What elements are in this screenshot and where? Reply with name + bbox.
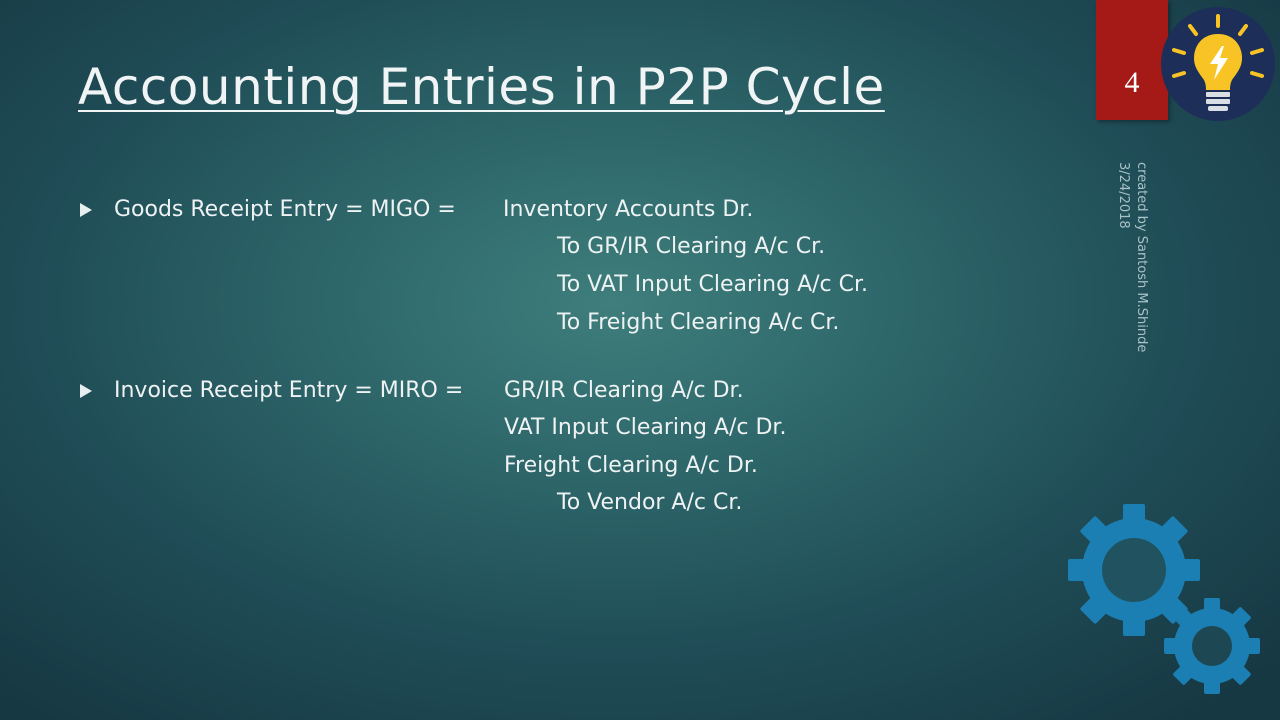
- entry-line: To GR/IR Clearing A/c Cr.: [557, 234, 826, 259]
- entry-line: GR/IR Clearing A/c Dr.: [504, 378, 744, 403]
- triangle-bullet-icon: [80, 384, 92, 398]
- slide-number: 4: [1124, 66, 1140, 99]
- slide-number-badge: [1096, 0, 1168, 120]
- slide-title: Accounting Entries in P2P Cycle: [78, 58, 885, 116]
- gears-icon: [1068, 498, 1268, 708]
- triangle-bullet-icon: [80, 203, 92, 217]
- footer-author: created by Santosh M.Shinde: [1134, 162, 1149, 353]
- entry-lead: Goods Receipt Entry = MIGO =: [114, 197, 456, 222]
- entry-line: Inventory Accounts Dr.: [503, 197, 754, 222]
- entry-line: To Freight Clearing A/c Cr.: [557, 310, 840, 335]
- footer-vertical: [1114, 162, 1150, 352]
- lightbulb-icon: [1160, 6, 1276, 122]
- entry-line: To Vendor A/c Cr.: [557, 490, 743, 515]
- entry-line: To VAT Input Clearing A/c Cr.: [557, 272, 869, 297]
- entry-line: VAT Input Clearing A/c Dr.: [504, 415, 787, 440]
- footer-date: 3/24/2018: [1116, 162, 1131, 229]
- entry-lead: Invoice Receipt Entry = MIRO =: [114, 378, 464, 403]
- entry-line: Freight Clearing A/c Dr.: [504, 453, 758, 478]
